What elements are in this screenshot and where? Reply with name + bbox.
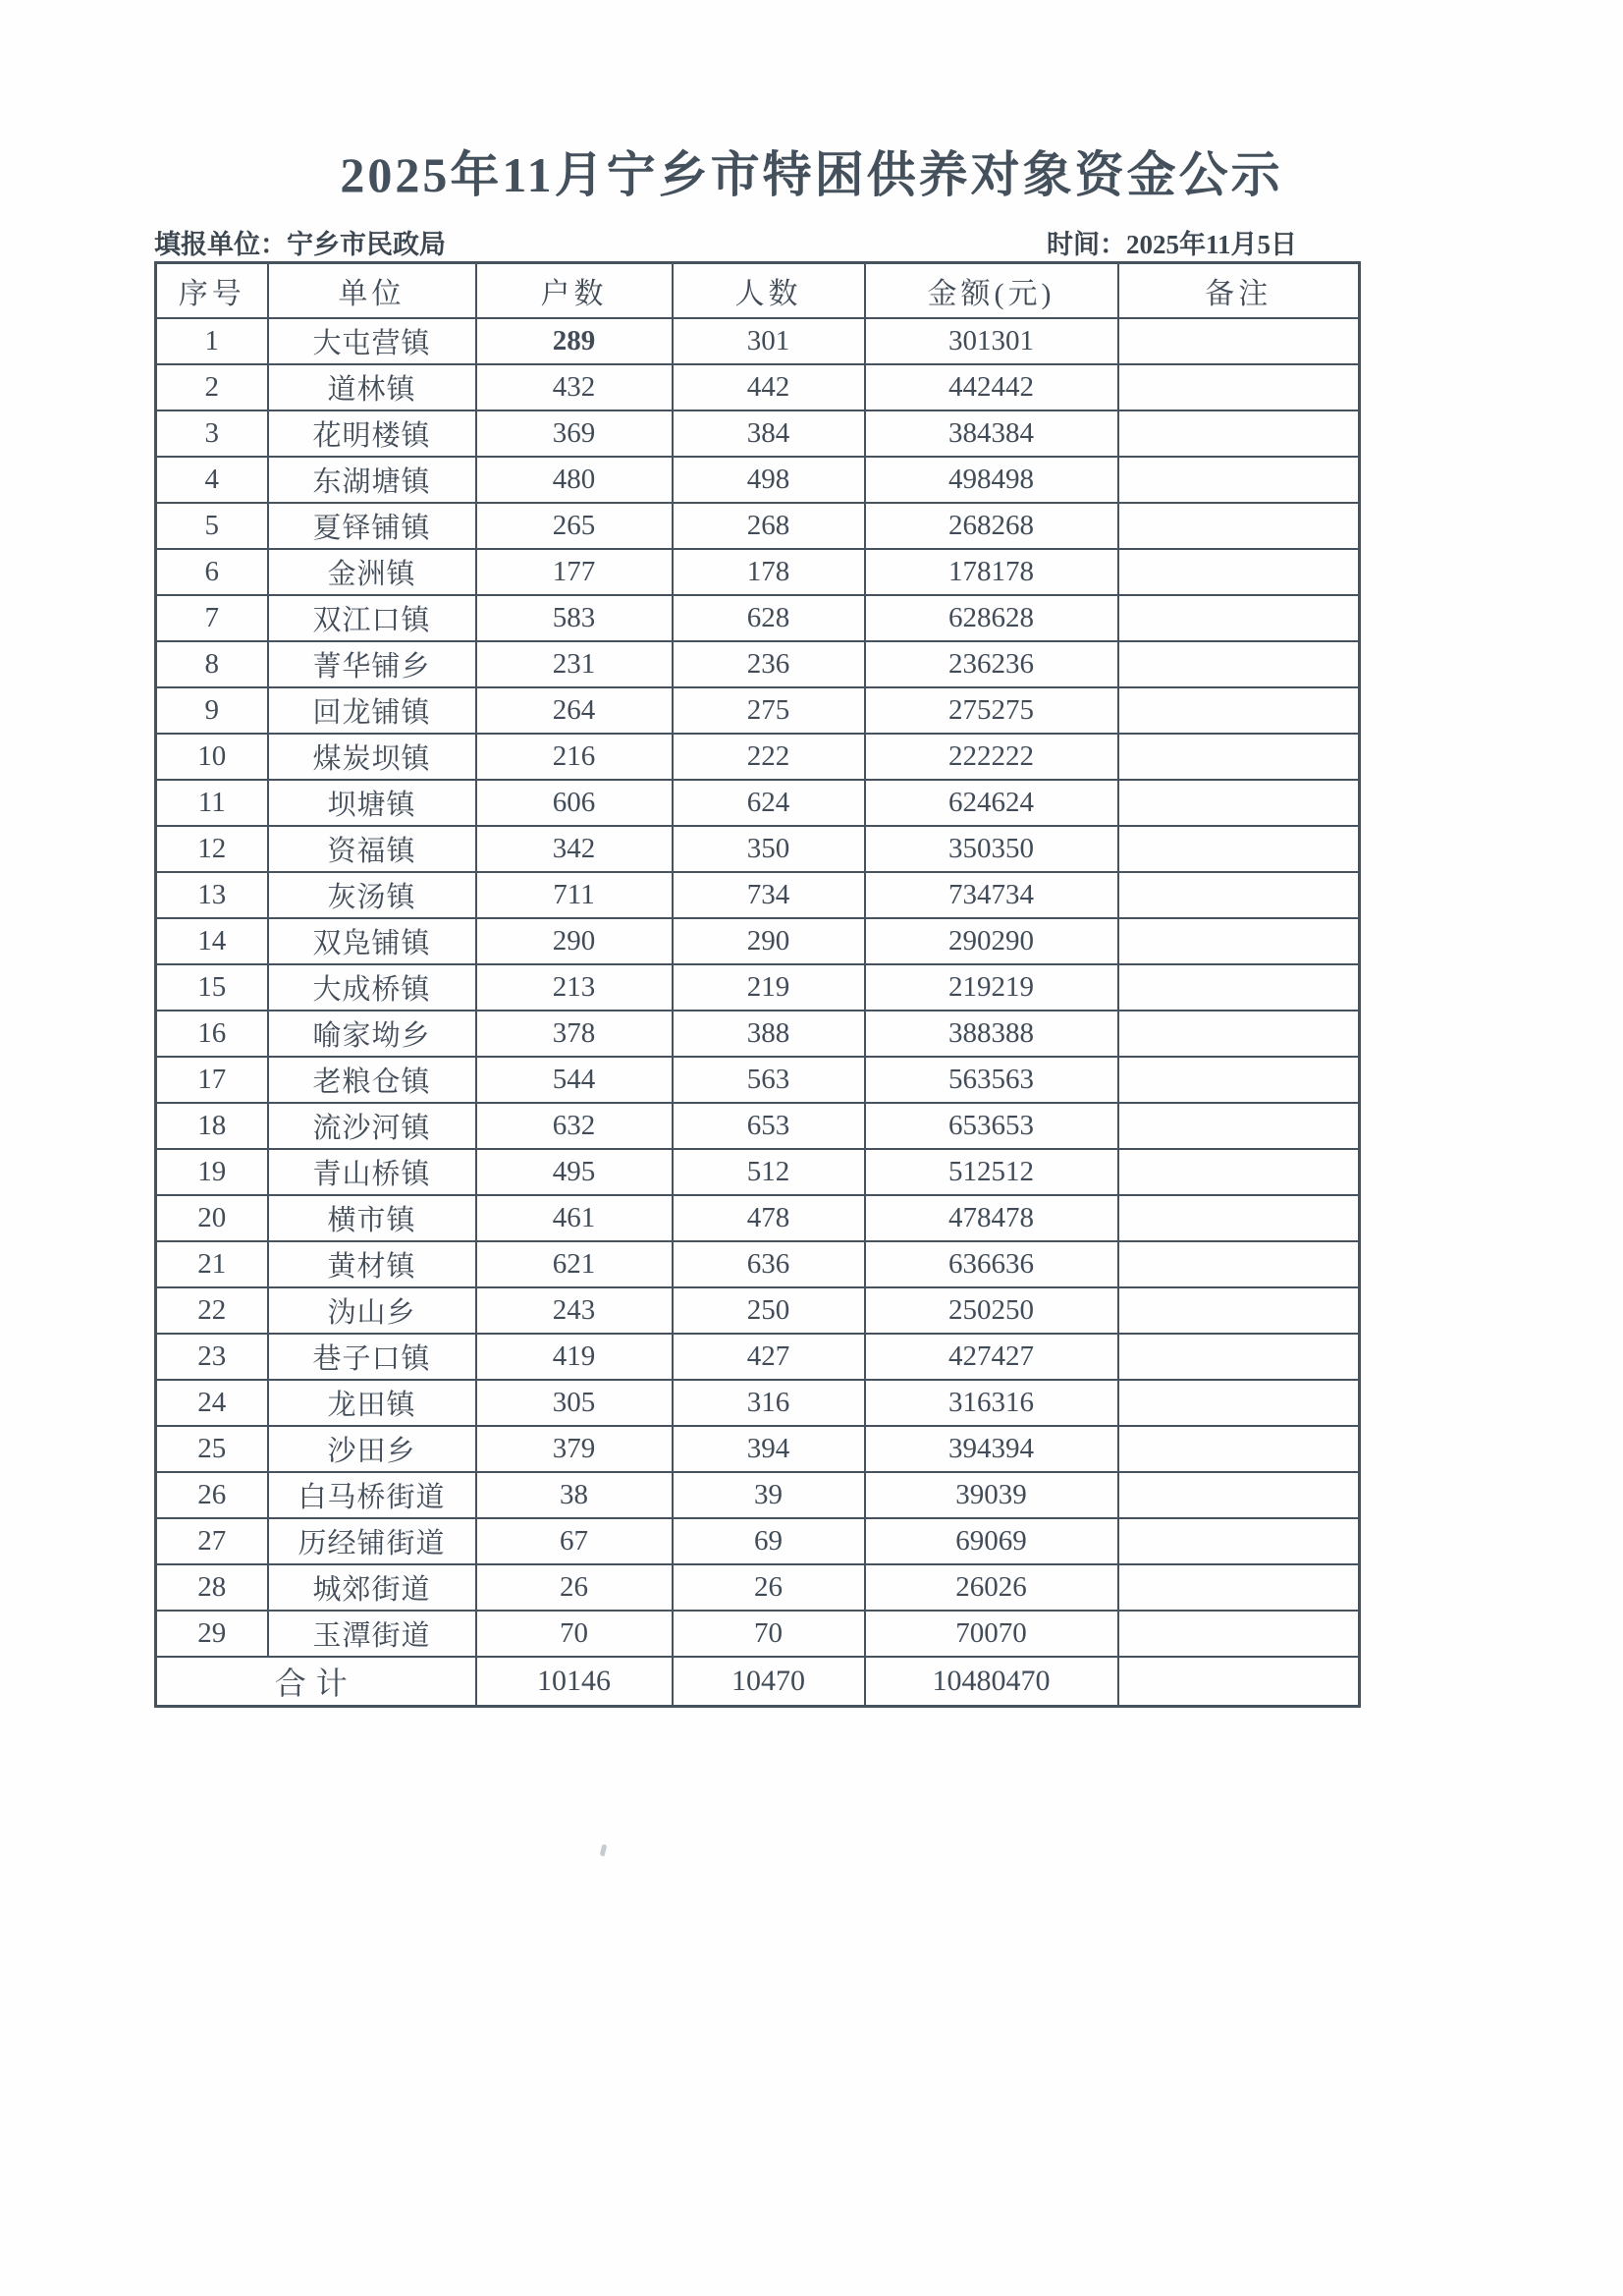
table-row: [156, 872, 1360, 918]
note-cell: [1118, 734, 1360, 780]
note-cell: [1118, 1611, 1360, 1657]
note-cell: [1118, 1334, 1360, 1380]
seq-cell: 14: [156, 918, 268, 964]
amount-cell: 653653: [865, 1103, 1118, 1149]
households-cell: 711: [476, 872, 673, 918]
note-cell: [1118, 1472, 1360, 1518]
people-cell: 628: [673, 595, 865, 641]
note-cell: [1118, 1564, 1360, 1611]
seq-cell: 21: [156, 1241, 268, 1287]
seq-cell: 8: [156, 641, 268, 687]
seq-cell: 11: [156, 780, 268, 826]
amount-cell: 316316: [865, 1380, 1118, 1426]
households-cell: 379: [476, 1426, 673, 1472]
note-cell: [1118, 410, 1360, 457]
table-row: [156, 1472, 1360, 1518]
total-row: [156, 1657, 1360, 1707]
people-cell: 384: [673, 410, 865, 457]
note-cell: [1118, 457, 1360, 503]
amount-cell: 301301: [865, 318, 1118, 364]
note-cell: [1118, 872, 1360, 918]
households-cell: 305: [476, 1380, 673, 1426]
note-cell: [1118, 826, 1360, 872]
people-cell: 70: [673, 1611, 865, 1657]
table-row: [156, 410, 1360, 457]
households-cell: 621: [476, 1241, 673, 1287]
seq-cell: 7: [156, 595, 268, 641]
seq-cell: 26: [156, 1472, 268, 1518]
total-amount-cell: 10480470: [865, 1657, 1118, 1707]
note-cell: [1118, 964, 1360, 1011]
note-cell: [1118, 1103, 1360, 1149]
households-cell: 26: [476, 1564, 673, 1611]
note-cell: [1118, 549, 1360, 595]
note-cell: [1118, 318, 1360, 364]
table-row: [156, 364, 1360, 410]
unit-cell: 金洲镇: [268, 549, 476, 595]
unit-cell: 沙田乡: [268, 1426, 476, 1472]
note-cell: [1118, 1426, 1360, 1472]
people-cell: 250: [673, 1287, 865, 1334]
unit-cell: 大屯营镇: [268, 318, 476, 364]
note-cell: [1118, 918, 1360, 964]
households-cell: 369: [476, 410, 673, 457]
people-cell: 39: [673, 1472, 865, 1518]
unit-cell: 双江口镇: [268, 595, 476, 641]
seq-cell: 23: [156, 1334, 268, 1380]
note-cell: [1118, 641, 1360, 687]
people-cell: 442: [673, 364, 865, 410]
unit-cell: 道林镇: [268, 364, 476, 410]
seq-cell: 12: [156, 826, 268, 872]
page-title: 2025年11月宁乡市特困供养对象资金公示: [340, 147, 1283, 202]
people-cell: 316: [673, 1380, 865, 1426]
table-row: [156, 1426, 1360, 1472]
note-cell: [1118, 1518, 1360, 1564]
unit-cell: 花明楼镇: [268, 410, 476, 457]
seq-cell: 10: [156, 734, 268, 780]
households-cell: 583: [476, 595, 673, 641]
reporting-unit-label: 填报单位：宁乡市民政局: [154, 230, 446, 259]
people-cell: 222: [673, 734, 865, 780]
unit-cell: 菁华铺乡: [268, 641, 476, 687]
note-cell: [1118, 1287, 1360, 1334]
table-row: [156, 918, 1360, 964]
people-cell: 219: [673, 964, 865, 1011]
table-row: [156, 1611, 1360, 1657]
unit-cell: 沩山乡: [268, 1287, 476, 1334]
households-cell: 290: [476, 918, 673, 964]
col-header-seq: 序号: [156, 263, 268, 319]
unit-cell: 资福镇: [268, 826, 476, 872]
table-body: [156, 318, 1360, 1707]
people-cell: 350: [673, 826, 865, 872]
amount-cell: 636636: [865, 1241, 1118, 1287]
people-cell: 290: [673, 918, 865, 964]
households-cell: 480: [476, 457, 673, 503]
table-row: [156, 1518, 1360, 1564]
table-row: [156, 457, 1360, 503]
households-cell: 67: [476, 1518, 673, 1564]
col-header-unit: 单位: [268, 263, 476, 319]
table-row: [156, 503, 1360, 549]
unit-cell: 喻家坳乡: [268, 1011, 476, 1057]
amount-cell: 268268: [865, 503, 1118, 549]
unit-cell: 流沙河镇: [268, 1103, 476, 1149]
households-cell: 419: [476, 1334, 673, 1380]
amount-cell: 178178: [865, 549, 1118, 595]
amount-cell: 70070: [865, 1611, 1118, 1657]
households-cell: 495: [476, 1149, 673, 1195]
people-cell: 624: [673, 780, 865, 826]
amount-cell: 563563: [865, 1057, 1118, 1103]
total-label-cell: 合计: [156, 1657, 476, 1707]
amount-cell: 290290: [865, 918, 1118, 964]
seq-cell: 16: [156, 1011, 268, 1057]
note-cell: [1118, 1195, 1360, 1241]
amount-cell: 222222: [865, 734, 1118, 780]
people-cell: 268: [673, 503, 865, 549]
col-header-amount: 金额(元): [865, 263, 1118, 319]
unit-cell: 双凫铺镇: [268, 918, 476, 964]
unit-cell: 玉潭街道: [268, 1611, 476, 1657]
note-cell: [1118, 1380, 1360, 1426]
table-row: [156, 1241, 1360, 1287]
seq-cell: 15: [156, 964, 268, 1011]
table-row: [156, 1103, 1360, 1149]
note-cell: [1118, 1149, 1360, 1195]
people-cell: 388: [673, 1011, 865, 1057]
seq-cell: 28: [156, 1564, 268, 1611]
unit-cell: 城郊街道: [268, 1564, 476, 1611]
table-row: [156, 964, 1360, 1011]
col-header-note: 备注: [1118, 263, 1360, 319]
amount-cell: 624624: [865, 780, 1118, 826]
total-households-cell: 10146: [476, 1657, 673, 1707]
seq-cell: 9: [156, 687, 268, 734]
people-cell: 636: [673, 1241, 865, 1287]
header-row: [156, 263, 1360, 319]
seq-cell: 3: [156, 410, 268, 457]
table-row: [156, 734, 1360, 780]
households-cell: 378: [476, 1011, 673, 1057]
table-row: [156, 1334, 1360, 1380]
seq-cell: 2: [156, 364, 268, 410]
unit-cell: 灰汤镇: [268, 872, 476, 918]
table-row: [156, 641, 1360, 687]
total-note-cell: [1118, 1657, 1360, 1707]
people-cell: 427: [673, 1334, 865, 1380]
amount-cell: 236236: [865, 641, 1118, 687]
unit-cell: 坝塘镇: [268, 780, 476, 826]
note-cell: [1118, 780, 1360, 826]
note-cell: [1118, 687, 1360, 734]
amount-cell: 427427: [865, 1334, 1118, 1380]
households-cell: 265: [476, 503, 673, 549]
unit-cell: 大成桥镇: [268, 964, 476, 1011]
note-cell: [1118, 364, 1360, 410]
unit-cell: 夏铎铺镇: [268, 503, 476, 549]
seq-cell: 5: [156, 503, 268, 549]
amount-cell: 512512: [865, 1149, 1118, 1195]
report-date-label: 时间：2025年11月5日: [1046, 230, 1297, 259]
amount-cell: 388388: [865, 1011, 1118, 1057]
seq-cell: 29: [156, 1611, 268, 1657]
amount-cell: 628628: [865, 595, 1118, 641]
amount-cell: 384384: [865, 410, 1118, 457]
seq-cell: 19: [156, 1149, 268, 1195]
scan-artifact: [600, 1844, 608, 1857]
note-cell: [1118, 503, 1360, 549]
households-cell: 432: [476, 364, 673, 410]
table-row: [156, 1057, 1360, 1103]
amount-cell: 39039: [865, 1472, 1118, 1518]
households-cell: 38: [476, 1472, 673, 1518]
fund-publicity-table: [154, 261, 1361, 1708]
people-cell: 394: [673, 1426, 865, 1472]
amount-cell: 350350: [865, 826, 1118, 872]
note-cell: [1118, 1057, 1360, 1103]
seq-cell: 13: [156, 872, 268, 918]
seq-cell: 22: [156, 1287, 268, 1334]
people-cell: 478: [673, 1195, 865, 1241]
table-row: [156, 780, 1360, 826]
seq-cell: 6: [156, 549, 268, 595]
unit-cell: 横市镇: [268, 1195, 476, 1241]
amount-cell: 442442: [865, 364, 1118, 410]
unit-cell: 龙田镇: [268, 1380, 476, 1426]
amount-cell: 26026: [865, 1564, 1118, 1611]
table-row: [156, 1564, 1360, 1611]
people-cell: 236: [673, 641, 865, 687]
people-cell: 301: [673, 318, 865, 364]
table-row: [156, 318, 1360, 364]
table-row: [156, 1011, 1360, 1057]
table-row: [156, 687, 1360, 734]
people-cell: 498: [673, 457, 865, 503]
total-people-cell: 10470: [673, 1657, 865, 1707]
seq-cell: 24: [156, 1380, 268, 1426]
unit-cell: 历经铺街道: [268, 1518, 476, 1564]
people-cell: 512: [673, 1149, 865, 1195]
table-row: [156, 1195, 1360, 1241]
people-cell: 734: [673, 872, 865, 918]
seq-cell: 17: [156, 1057, 268, 1103]
unit-cell: 东湖塘镇: [268, 457, 476, 503]
table-row: [156, 1149, 1360, 1195]
amount-cell: 394394: [865, 1426, 1118, 1472]
table-row: [156, 549, 1360, 595]
people-cell: 563: [673, 1057, 865, 1103]
table-row: [156, 826, 1360, 872]
households-cell: 216: [476, 734, 673, 780]
col-header-households: 户数: [476, 263, 673, 319]
unit-cell: 老粮仓镇: [268, 1057, 476, 1103]
seq-cell: 20: [156, 1195, 268, 1241]
unit-cell: 黄材镇: [268, 1241, 476, 1287]
unit-cell: 巷子口镇: [268, 1334, 476, 1380]
unit-cell: 回龙铺镇: [268, 687, 476, 734]
people-cell: 653: [673, 1103, 865, 1149]
people-cell: 178: [673, 549, 865, 595]
unit-cell: 白马桥街道: [268, 1472, 476, 1518]
people-cell: 275: [673, 687, 865, 734]
seq-cell: 25: [156, 1426, 268, 1472]
households-cell: 544: [476, 1057, 673, 1103]
amount-cell: 250250: [865, 1287, 1118, 1334]
households-cell: 289: [476, 318, 673, 364]
amount-cell: 734734: [865, 872, 1118, 918]
people-cell: 26: [673, 1564, 865, 1611]
households-cell: 461: [476, 1195, 673, 1241]
unit-cell: 煤炭坝镇: [268, 734, 476, 780]
note-cell: [1118, 1011, 1360, 1057]
amount-cell: 478478: [865, 1195, 1118, 1241]
households-cell: 243: [476, 1287, 673, 1334]
note-cell: [1118, 595, 1360, 641]
amount-cell: 275275: [865, 687, 1118, 734]
households-cell: 606: [476, 780, 673, 826]
table-row: [156, 1380, 1360, 1426]
seq-cell: 1: [156, 318, 268, 364]
households-cell: 342: [476, 826, 673, 872]
amount-cell: 219219: [865, 964, 1118, 1011]
households-cell: 70: [476, 1611, 673, 1657]
households-cell: 213: [476, 964, 673, 1011]
amount-cell: 498498: [865, 457, 1118, 503]
unit-cell: 青山桥镇: [268, 1149, 476, 1195]
seq-cell: 27: [156, 1518, 268, 1564]
table-row: [156, 1287, 1360, 1334]
note-cell: [1118, 1241, 1360, 1287]
seq-cell: 18: [156, 1103, 268, 1149]
meta-row: [154, 223, 1358, 261]
households-cell: 177: [476, 549, 673, 595]
col-header-people: 人数: [673, 263, 865, 319]
amount-cell: 69069: [865, 1518, 1118, 1564]
people-cell: 69: [673, 1518, 865, 1564]
households-cell: 231: [476, 641, 673, 687]
seq-cell: 4: [156, 457, 268, 503]
table-row: [156, 595, 1360, 641]
households-cell: 632: [476, 1103, 673, 1149]
households-cell: 264: [476, 687, 673, 734]
